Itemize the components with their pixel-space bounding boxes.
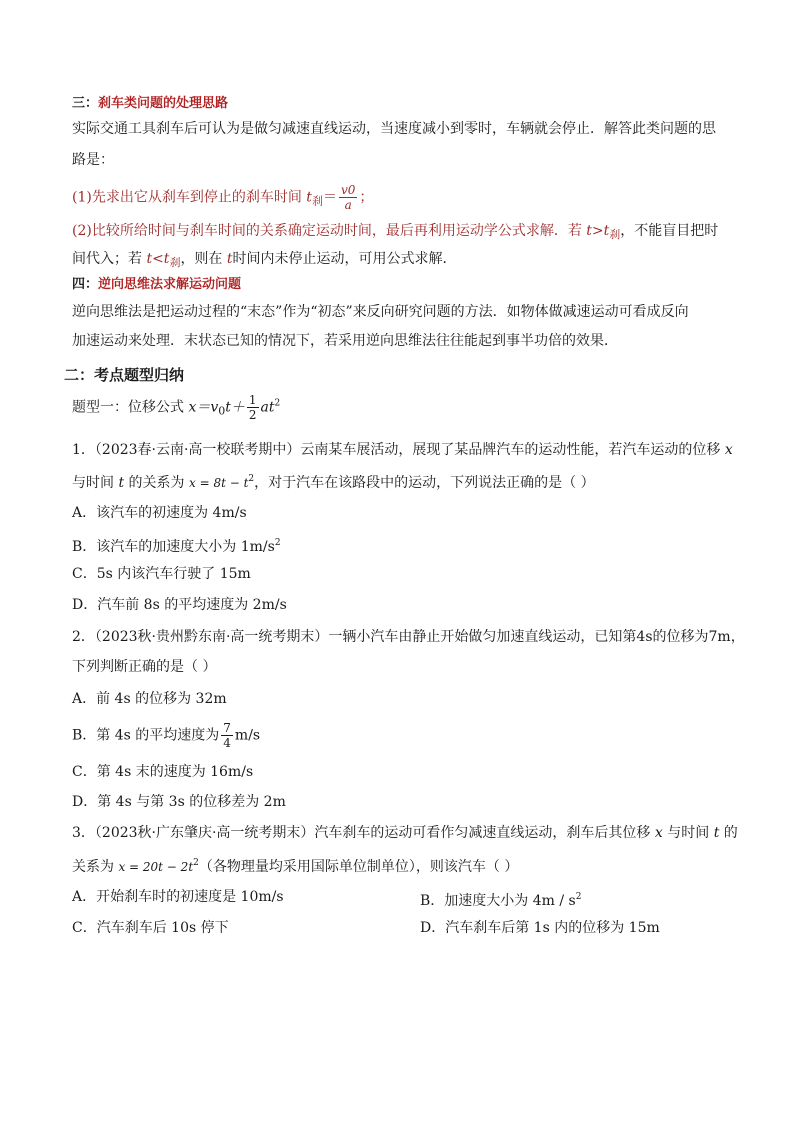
q1-stem-text-d: ，对于汽车在该路段中的运动，下列说法正确的是（ ） <box>254 475 595 491</box>
q2-option-c[interactable]: C．第 4s 末的速度为 16m/s <box>72 764 254 780</box>
q2-option-b-text: B．第 4s 的平均速度为 <box>72 727 220 744</box>
step-2-text-c: 间代入；若 <box>72 251 142 267</box>
step-1-fraction <box>339 183 357 212</box>
q1-option-c[interactable]: C．5s 内该汽车行驶了 15m <box>72 566 251 582</box>
step-2-t: t <box>226 251 233 267</box>
type-1-formula-sub: 0 <box>218 404 226 418</box>
q3-equation: x = 20t − 2t <box>118 860 194 874</box>
step-2-text-a: (2)比较所给时间与刹车时间的关系确定运动时间，最后再利用运动学公式求解．若 <box>72 223 582 239</box>
q2-option-a[interactable]: A．前 4s 的位移为 32m <box>72 691 227 707</box>
q3-option-b-text: B．加速度大小为 4m / s <box>420 893 576 909</box>
q3-stem-text-c: 的 <box>723 825 738 841</box>
q1-stem-text-a: 1．（2023春·云南·高一校联考期中）云南某车展活动，展现了某品牌汽车的运动性能，若汽车运动的位移 <box>72 442 721 458</box>
q1-stem-x: x <box>724 442 733 458</box>
part-2-heading: 二：考点题型归纳 <box>64 366 185 384</box>
section-3-paragraph-line1: 实际交通工具刹车后可认为是做匀减速直线运动，当速度减小到零时，车辆就会停止．解答此类问题的思 <box>72 121 716 137</box>
q3-stem-t: t <box>713 825 720 841</box>
step-2-condition-1-sub: 刹 <box>609 228 621 241</box>
q3-options-row2 <box>72 918 660 938</box>
section-4-title: 逆向思维法求解运动问题 <box>98 277 242 292</box>
step-2-condition-2-sub: 刹 <box>169 256 181 269</box>
q3-stem-text-b: 与时间 <box>667 825 710 841</box>
q2-option-d[interactable]: D．第 4s 与第 3s 的位移差为 2m <box>72 794 286 810</box>
type-1-heading <box>72 393 280 422</box>
step-2-text-d: ，则在 <box>180 251 223 267</box>
q3-equation-sup: 2 <box>193 858 199 868</box>
q3-stem-line1 <box>72 823 738 843</box>
q2-option-b-unit: m/s <box>234 727 261 744</box>
q2-stem-line2: 下列判断正确的是（ ） <box>72 659 217 675</box>
q1-stem-line1 <box>72 440 733 460</box>
q3-stem-line2 <box>72 853 518 877</box>
q3-stem-text-e: （各物理量均采用国际单位制单位），则该汽车（ ） <box>198 859 519 875</box>
q1-equation-sup: 2 <box>248 474 255 484</box>
q1-option-b-text: B．该汽车的加速度大小为 1m/s <box>72 539 275 555</box>
q2-option-b-numerator: 7 <box>223 721 231 735</box>
q2-option-b-fraction <box>221 721 233 750</box>
type-1-fraction-denominator: 2 <box>248 408 257 422</box>
q3-option-c[interactable]: C．汽车刹车后 10s 停下 <box>72 920 229 936</box>
q3-stem-x: x <box>654 825 663 841</box>
section-4-paragraph-line2: 加速运动来处理．末状态已知的情况下，若采用逆向思维法往往能起到事半功倍的效果． <box>72 333 618 349</box>
q1-stem-text-b: 与时间 <box>72 475 114 491</box>
type-1-formula-b: t＋ <box>225 399 245 416</box>
q3-options-row1 <box>72 887 582 909</box>
section-4-heading <box>72 275 241 295</box>
q1-option-d[interactable]: D．汽车前 8s 的平均速度为 2m/s <box>72 597 287 613</box>
step-1-denominator: a <box>344 198 352 212</box>
section-4-paragraph-line1: 逆向思维法是把运动过程的“末态”作为“初态”来反向研究问题的方法．如物体做减速运动可看成反向 <box>72 304 689 320</box>
step-2-condition-1: t>t <box>586 223 610 239</box>
q1-option-b-sup: 2 <box>274 538 281 548</box>
q1-option-b[interactable] <box>72 533 281 557</box>
q3-stem-text-d: 关系为 <box>72 859 114 875</box>
type-1-label: 题型一：位移公式 <box>72 399 184 416</box>
q2-stem-line1: 2．（2023秋·贵州黔东南·高一统考期末）一辆小汽车由静止开始做匀加速直线运动，已知第4s的位移为7m， <box>72 629 745 645</box>
section-3-paragraph-line2: 路是： <box>72 152 114 168</box>
step-2-text-b: ，不能盲目把时 <box>620 223 719 239</box>
step-2-line2 <box>72 249 457 273</box>
section-3-number: 三： <box>72 96 99 111</box>
q3-option-b-sup: 2 <box>575 892 582 902</box>
q3-stem-text-a: 3．（2023秋·广东肇庆·高一统考期末）汽车刹车的运动可看作匀减速直线运动，刹车后其位移 <box>72 825 651 841</box>
q1-stem-line2 <box>72 469 595 493</box>
section-4-number: 四： <box>72 277 99 292</box>
step-1-text: (1)先求出它从刹车到停止的刹车时间 <box>72 189 302 206</box>
q2-option-b-denominator: 4 <box>223 736 231 750</box>
step-2-text-e: 时间内未停止运动，可用公式求解． <box>232 251 457 267</box>
q1-option-a[interactable]: A．该汽车的初速度为 4m/s <box>72 505 247 521</box>
type-1-formula-c: at <box>260 399 275 416</box>
step-2-condition-2: t<t <box>146 251 170 267</box>
q3-option-d[interactable]: D．汽车刹车后第 1s 内的位移为 15m <box>420 920 660 936</box>
type-1-formula-a: x＝v <box>188 399 219 416</box>
step-1-t: t <box>306 189 312 206</box>
section-3-title: 刹车类问题的处理思路 <box>98 96 229 111</box>
step-1-numerator: v0 <box>340 183 356 197</box>
q1-stem-t: t <box>118 475 125 491</box>
type-1-fraction-numerator: 1 <box>248 393 257 407</box>
q2-option-b[interactable] <box>72 721 260 750</box>
section-3-heading <box>72 94 228 114</box>
step-2-line1 <box>72 221 718 245</box>
q1-equation: x = 8t − t <box>189 476 249 490</box>
q1-stem-text-c: 的关系为 <box>128 475 185 491</box>
step-1-equals: ＝ <box>322 189 337 206</box>
q3-option-b[interactable] <box>420 887 581 911</box>
step-1-t-sub: 刹 <box>311 194 323 208</box>
q3-option-a[interactable]: A．开始刹车时的初速度是 10m/s <box>72 889 284 905</box>
type-1-formula-sup: 2 <box>274 398 281 409</box>
step-1-end: ； <box>359 189 374 206</box>
step-1-line <box>72 183 373 212</box>
type-1-fraction <box>247 393 259 422</box>
